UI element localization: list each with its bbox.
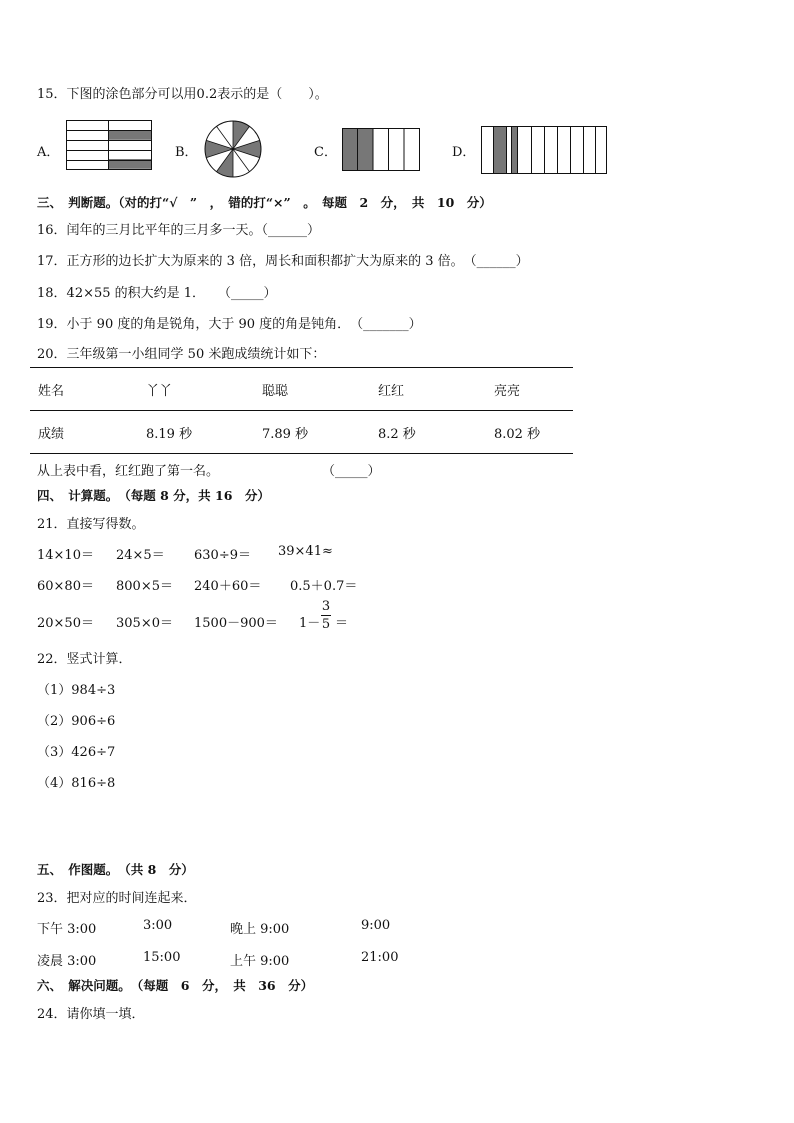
calc-item: 20×50＝: [37, 616, 94, 631]
fraction-three-fifths: [319, 599, 333, 632]
table-row: [30, 411, 573, 454]
time-item: 3:00: [143, 918, 173, 933]
calc-item: 60×80＝: [37, 579, 94, 594]
calc-item: 1500－900＝: [194, 616, 278, 631]
table-cell: 7.89 秒: [254, 411, 370, 454]
fraction-numerator: 3: [321, 599, 331, 614]
table-header-row: [30, 368, 573, 411]
section6-title: 六、 解决问题。 （每题 6 分， 共 36 分）: [37, 978, 314, 993]
q18-text: 18．42×55 的积大约是 1． （_____）: [37, 286, 277, 301]
q20-followup: 从上表中看，红红跑了第一名。: [37, 464, 220, 479]
table-cell: 8.02 秒: [486, 411, 573, 454]
table-cell: 8.2 秒: [370, 411, 486, 454]
time-item: 15:00: [143, 950, 181, 965]
calc-item: 24×5＝: [116, 548, 165, 563]
calc-item: 14×10＝: [37, 548, 94, 563]
vertical-calc-item: （4）816÷8: [37, 776, 116, 791]
option-a-figure: [66, 120, 152, 170]
fraction-suffix: ＝: [335, 616, 349, 631]
section4-title: 四、 计算题。 （每题 8 分，共 16 分）: [37, 488, 270, 503]
time-item: 21:00: [361, 950, 399, 965]
time-item: 下午 3:00: [37, 922, 97, 937]
vertical-calc-item: （2）906÷6: [37, 714, 116, 729]
table-header-cell: 亮亮: [486, 368, 573, 411]
fraction-bar: [321, 615, 331, 616]
q17-text: 17．正方形的边长扩大为原来的 3 倍，周长和面积都扩大为原来的 3 倍。 （______）: [37, 254, 529, 269]
q19-text: 19．小于 90 度的角是锐角，大于 90 度的角是钝角． （_______）: [37, 317, 422, 332]
section3-title: 三、 判断题。（对的打“√ ” ， 错的打“×” 。 每题 2 分， 共 10 分）: [37, 195, 492, 210]
q23-text: 23．把对应的时间连起来．: [37, 891, 197, 906]
q20-answer-blank[interactable]: （_____）: [322, 464, 381, 479]
calc-item: 39×41≈: [278, 544, 333, 559]
time-item: 上午 9:00: [230, 954, 290, 969]
score-table: [30, 367, 573, 454]
table-header-cell: 红红: [370, 368, 486, 411]
option-b-label: B．: [175, 145, 198, 160]
calc-item: 630÷9＝: [194, 548, 251, 563]
calc-item: 0.5＋0.7＝: [290, 579, 358, 594]
time-item: 9:00: [361, 918, 391, 933]
time-item: 凌晨 3:00: [37, 954, 97, 969]
q22-text: 22．竖式计算．: [37, 652, 132, 667]
q20-text: 20．三年级第一小组同学 50 米跑成绩统计如下：: [37, 347, 326, 362]
option-d-label: D．: [452, 145, 476, 160]
table-header-cell: 丫丫: [138, 368, 254, 411]
fraction-prefix: 1－: [299, 616, 321, 631]
option-a-label: A．: [37, 145, 60, 160]
table-header-cell: 聪聪: [254, 368, 370, 411]
vertical-calc-item: （3）426÷7: [37, 745, 116, 760]
q24-text: 24．请你填一填．: [37, 1007, 145, 1022]
vertical-calc-item: （1）984÷3: [37, 683, 116, 698]
calc-item: 800×5＝: [116, 579, 173, 594]
calc-item: 240＋60＝: [194, 579, 262, 594]
q15-text: 15．下图的涂色部分可以用0.2表示的是（ ）。: [37, 87, 328, 102]
table-header-cell: 姓名: [30, 368, 138, 411]
option-c-figure: [342, 128, 420, 171]
calc-item: 305×0＝: [116, 616, 173, 631]
option-b-figure: [203, 119, 263, 179]
option-c-label: C．: [314, 145, 337, 160]
time-item: 晚上 9:00: [230, 922, 290, 937]
q16-text: 16．闰年的三月比平年的三月多一天。（______）: [37, 223, 321, 238]
option-d-figure: [481, 126, 607, 174]
table-cell: 8.19 秒: [138, 411, 254, 454]
table-cell: 成绩: [30, 411, 138, 454]
section5-title: 五、 作图题。 （共 8 分）: [37, 862, 194, 877]
fraction-denominator: 5: [321, 617, 331, 632]
q21-text: 21．直接写得数。: [37, 517, 145, 532]
